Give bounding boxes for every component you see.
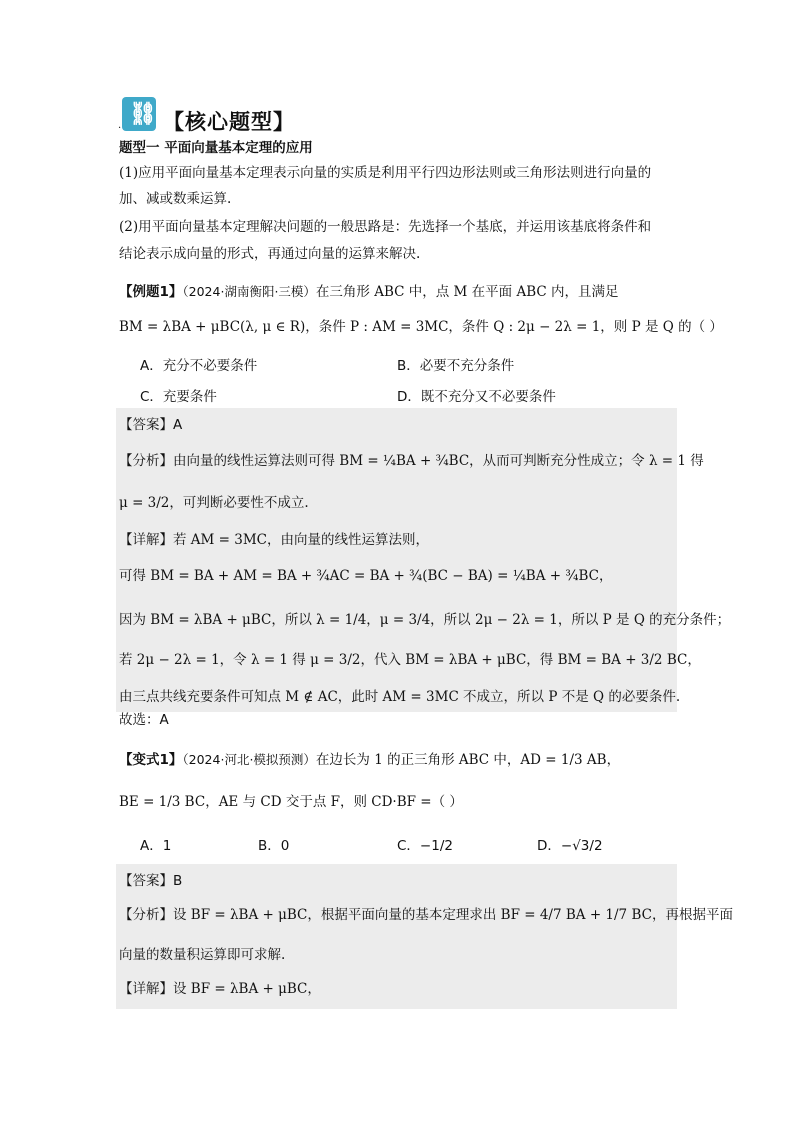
example1-option-a: A．充分不必要条件 [140, 358, 258, 374]
page-title: 【核心题型】 [163, 110, 295, 134]
example1-answer: 【答案】A [119, 417, 183, 433]
variant1-analysis-line2: 向量的数量积运算即可求解. [119, 947, 286, 963]
link-icon: ⛓ [122, 97, 156, 131]
bullet-dot: . [118, 120, 122, 131]
example1-detail-line2: 可得 BM = BA + AM = BA + ¾AC = BA + ¾(BC − BA) = ¼BA + ¾BC， [119, 568, 613, 584]
example1-option-d: D．既不充分又不必要条件 [397, 389, 556, 405]
variant1-analysis-tag: 【分析】 [119, 907, 173, 923]
variant1-option-d: D．−√3/2 [537, 838, 603, 854]
intro-paragraph-2b: 结论表示成向量的形式，再通过向量的运算来解决. [119, 246, 421, 262]
example1-analysis-tag: 【分析】 [119, 453, 173, 469]
variant1-detail-line1 [119, 980, 321, 998]
example1-conclusion: 故选：A [119, 712, 169, 728]
example1-detail-tag: 【详解】 [119, 532, 173, 548]
intro-paragraph-2a: (2)用平面向量基本定理解决问题的一般思路是：先选择一个基底，并运用该基底将条件和 [119, 219, 652, 235]
example1-detail-line3: 因为 BM = λBA + μBC，所以 λ = 1/4，μ = 3/4，所以 2μ − 2λ = 1，所以 P 是 Q 的充分条件； [119, 612, 731, 628]
variant1-detail-text1: 设 BF = λBA + μBC， [173, 981, 321, 997]
example1-analysis-line2: μ = 3/2，可判断必要性不成立. [119, 495, 309, 511]
example1-question-line2: BM = λBA + μBC(λ, μ ∈ R)，条件 P : AM = 3MC，条件 Q : 2μ − 2λ = 1，则 P 是 Q 的（ ） [119, 319, 723, 335]
variant1-question-line2: BE = 1/3 BC，AE 与 CD 交于点 F，则 CD·BF =（ ） [119, 794, 463, 810]
example1-tag: 【例题1】 [119, 284, 183, 300]
variant1-answer: 【答案】B [119, 873, 183, 889]
variant1-text: 在边长为 1 的正三角形 ABC 中，AD = 1/3 AB， [315, 752, 621, 768]
example1-option-c: C．充要条件 [140, 389, 217, 405]
variant1-detail-tag: 【详解】 [119, 981, 173, 997]
section-heading: 题型一 平面向量基本定理的应用 [119, 140, 313, 156]
variant1-question-line1 [119, 751, 620, 769]
example1-text: 在三角形 ABC 中，点 M 在平面 ABC 内，且满足 [315, 284, 619, 300]
example1-detail-line4: 若 2μ − 2λ = 1，令 λ = 1 得 μ = 3/2，代入 BM = λBA + μBC，得 BM = BA + 3/2 BC， [119, 652, 701, 668]
example1-analysis-text1: 由向量的线性运算法则可得 BM = ¼BA + ¾BC，从而可判断充分性成立；令 λ = 1 得 [173, 453, 704, 469]
intro-paragraph-1a: (1)应用平面向量基本定理表示向量的实质是利用平行四边形法则或三角形法则进行向量的 [119, 165, 652, 181]
variant1-option-b: B．0 [258, 838, 290, 854]
variant1-source: （2024·河北·模拟预测） [182, 752, 316, 767]
variant1-tag: 【变式1】 [119, 752, 183, 768]
variant1-analysis-line1 [119, 906, 733, 924]
variant1-option-a: A．1 [140, 838, 172, 854]
example1-source: （2024·湖南衡阳·三模） [182, 284, 316, 299]
example1-question-line1 [119, 283, 619, 301]
example1-detail-line5: 由三点共线充要条件可知点 M ∉ AC，此时 AM = 3MC 不成立，所以 P 不是 Q 的必要条件. [119, 689, 681, 705]
example1-detail-text1: 若 AM = 3MC，由向量的线性运算法则， [173, 532, 429, 548]
intro-paragraph-1b: 加、减或数乘运算. [119, 191, 232, 207]
example1-option-b: B．必要不充分条件 [397, 358, 515, 374]
variant1-analysis-text1: 设 BF = λBA + μBC，根据平面向量的基本定理求出 BF = 4/7 BA + 1/7 BC，再根据平面 [173, 907, 733, 923]
example1-detail-line1 [119, 531, 429, 549]
variant1-option-c: C．−1/2 [397, 838, 453, 854]
example1-analysis-line1 [119, 452, 704, 470]
